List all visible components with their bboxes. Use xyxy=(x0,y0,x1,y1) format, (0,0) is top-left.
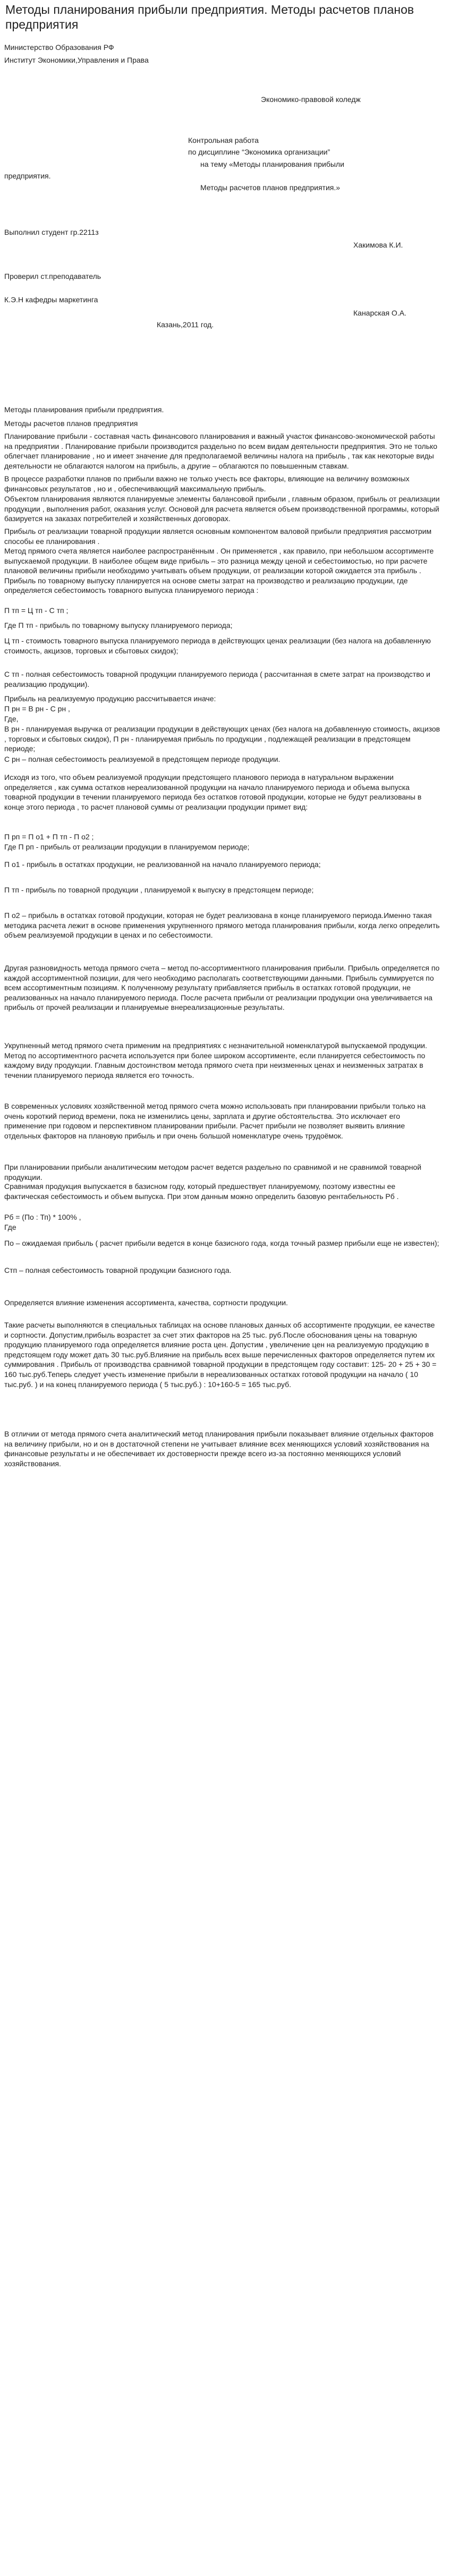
paragraph: В рн - планируемая выручка от реализации продукции в действующих ценах (без налога на добавленную стоимость, акцизов , торговых и сбытовых скидок), П рн - планируемая прибыль по продукции , подлежащей реализации в предстоящем периоде; xyxy=(4,725,440,753)
paragraph: Где, xyxy=(4,715,19,723)
topic-line-1: на тему «Методы планирования прибыли xyxy=(200,160,344,168)
city-year-line: Казань,2011 год. xyxy=(157,320,214,329)
discipline-line: по дисциплине “Экономика организации” xyxy=(188,148,330,156)
formula: П рн = В рн - С рн , xyxy=(4,704,70,713)
ministry-line: Министерство Образования РФ xyxy=(4,43,114,52)
section-heading-1: Методы планирования прибыли предприятия. xyxy=(4,405,164,414)
formula: П тп = Ц тп - С тп ; xyxy=(4,606,69,615)
section-heading-2: Методы расчетов планов предприятия xyxy=(4,419,138,428)
paragraph: В отличии от метода прямого счета аналитический метод планирования прибыли показывает влияние отдельных факторов на величину прибыли, но и он в достаточной степени не учитывает влияние всех меняющихся условий хозяйствования на финансовые результаты и не обеспечивает их достоверности прежде всего из-за постоянно меняющихся условий хозяйствования. xyxy=(4,1430,434,1468)
paragraph: В современных условиях хозяйственной метод прямого счета можно использовать при планировании прибыли только на очень короткий период времени, пока не изменились цены, зарплата и другие обстоятельства. Это исключает его применение при годовом и перспективном планировании прибыли. Расчет прибыли не позволяет выявить влияние отдельных факторов на плановую прибыль и при очень большой номенклатуре очень трудоёмок. xyxy=(4,1102,426,1140)
paragraph: При планировании прибыли аналитическим методом расчет ведется раздельно по сравнимой и не сравнимой товарной продукции. xyxy=(4,1163,422,1181)
paragraph: Прибыль на реализуемую продукцию рассчитывается иначе: xyxy=(4,694,216,703)
topic-line-2: предприятия. xyxy=(4,172,51,180)
paragraph: Сравнимая продукция выпускается в базисном году, который предшествует планируемому, поэтому известны ее фактическая себестоимость и объем выпуска. При этом данным можно определить базовую рентабельность Рб . xyxy=(4,1182,399,1201)
paragraph: П о1 - прибыль в остатках продукции, не реализованной на начало планируемого периода; xyxy=(4,860,321,869)
paragraph: Объектом планирования являются планируемые элементы балансовой прибыли , главным образом, прибыль от реализации продукции , выполнения работ, оказания услуг. Основой для расчета является объем производственной программы, который базируется на заказах потребителей и хозяйственных договорах. xyxy=(4,495,440,523)
document-title: Методы планирования прибыли предприятия. Методы расчетов планов предприятия xyxy=(5,3,414,31)
paragraph: Такие расчеты выполняются в специальных таблицах на основе плановых данных об ассортименте продукции, ее качестве и сортности. Допустим,прибыль возрастет за счет этих факторов на 25 тыс. руб.После обоснования цены на товарную продукцию планируемого года определяется влияние роста цен. Допустим , увеличение цен на реализуемую продукцию в предстоящем году может дать 30 тыс.руб.Влияние на прибыль всех выше перечисленных факторов определяется путем их суммирования . Прибыль от производства сравнимой товарной продукции в предстоящем году составит: 125- 20 + 25 + 30 = 160 тыс.руб.Теперь следует учесть изменение прибыли в нереализованных остатках готовой продукции на начало ( 10 тыс.руб. ) и на конец планируемого периода ( 5 тыс.руб.) : 10+160-5 = 165 тыс.руб. xyxy=(4,1321,437,1389)
work-type-line: Контрольная работа xyxy=(188,136,259,144)
department-line: К.Э.Н кафедры маркетинга xyxy=(4,295,98,304)
paragraph: П о2 – прибыль в остатках готовой продукции, которая не будет реализована в конце планируемого периода.Именно такая методика расчета лежит в основе применения укрупненного прямого метода планирования прибыли, когда легко определить объем реализуемой продукции в ценах и по себестоимости. xyxy=(4,911,440,940)
institute-line: Институт Экономики,Управления и Права xyxy=(4,56,149,64)
paragraph: Метод прямого счета является наиболее распространённым . Он применяется , как правило, при небольшом ассортименте выпускаемой продукции. В наиболее общем виде прибыль – это разница между ценой и себестоимостью, но при расчете плановой величины прибыли необходимо учитывать объем продукции, от реализации которой ожидается эта прибыль . Прибыль по товарному выпуску планируется на основе сметы затрат на производство и реализацию продукции, где определяется себестоимость товарного выпуска планируемого периода : xyxy=(4,547,434,595)
paragraph: В процессе разработки планов по прибыли важно не только учесть все факторы, влияющие на величину возможных финансовых результатов , но и , обеспечивающий максимальную прибыль. xyxy=(4,474,410,493)
college-line: Экономико-правовой коледж xyxy=(261,95,361,104)
paragraph: По – ожидаемая прибыль ( расчет прибыли ведется в конце базисного года, когда точный размер прибыли еще не известен); xyxy=(4,1239,439,1247)
checked-by-line: Проверил ст.преподаватель xyxy=(4,272,101,280)
paragraph: Прибыль от реализации товарной продукции является основным компонентом валовой прибыли предприятия рассмотрим способы ее планирования . xyxy=(4,527,432,546)
teacher-name: Канарская О.А. xyxy=(353,309,406,317)
paragraph: П тп - прибыль по товарной продукции , планируемой к выпуску в предстоящем периоде; xyxy=(4,886,314,894)
paragraph: Ц тп - стоимость товарного выпуска планируемого периода в действующих ценах реализации (без налога на добавленную стоимость, акцизов, торговых и сбытовых скидок); xyxy=(4,636,431,655)
paragraph: Где П рп - прибыль от реализации продукции в планируемом периоде; xyxy=(4,843,250,851)
paragraph: Определяется влияние изменения ассортимента, качества, сортности продукции. xyxy=(4,1298,288,1307)
topic-line-3: Методы расчетов планов предприятия.» xyxy=(200,183,341,192)
paragraph: С тп - полная себестоимость товарной продукции планируемого периода ( рассчитанная в смете затрат на производство и реализацию продукции). xyxy=(4,670,430,688)
student-name: Хакимова К.И. xyxy=(353,241,403,249)
paragraph: Укрупненный метод прямого счета применим на предприятиях с незначительной номенклатурой выпускаемой продукции. Метод по ассортиментного расчета используется при более широком ассортименте, если планируется себестоимость по каждому виду продукции. Главным достоинством метода прямого счета при неизменных ценах и неизменных затратах в течении планируемого периода является его точность. xyxy=(4,1041,427,1079)
performed-by-line: Выполнил студент гр.2211з xyxy=(4,228,99,236)
paragraph: Стп – полная себестоимость товарной продукции базисного года. xyxy=(4,1266,232,1274)
formula: П рп = П о1 + П тп - П о2 ; xyxy=(4,832,94,841)
paragraph: Где П тп - прибыль по товарному выпуску планируемого периода; xyxy=(4,621,233,630)
paragraph: Планирование прибыли - составная часть финансового планирования и важный участок финансово-экономической работы на предприятии . Планирование прибыли производится раздельно по всем видам деятельности предприятия. Это не только облегчает планирование , но и имеет значение для предполагаемой величины налога на прибыль , так как некоторые виды деятельности не облагаются налогом на прибыль, а другие – облагаются по повышенным ставкам. xyxy=(4,432,438,470)
paragraph: С рн – полная себестоимость реализуемой в предстоящем периоде продукции. xyxy=(4,755,281,763)
paragraph: Другая разновидность метода прямого счета – метод по-ассортиментного планирования прибыли. Прибыль определяется по каждой ассортиментной позиции, для чего необходимо располагать соответствующими данными. Прибыль суммируется по всем ассортиментным позициям. К полученному результату прибавляется прибыль в остатках готовой продукции, не реализованных на начало планируемого периода. После расчета прибыли от реализации продукции она увеличивается на прибыль от прочей реализации и планируемые внереализационные результаты. xyxy=(4,964,440,1012)
formula: Рб = (По : Тп) * 100% , xyxy=(4,1213,81,1221)
paragraph: Где xyxy=(4,1223,16,1231)
paragraph: Исходя из того, что объем реализуемой продукции предстоящего планового периода в натуральном выражении определяется , как сумма остатков нереализованной продукции на начало планируемого периода и объема выпуска товарной продукции в течении планируемого периода без остатков готовой продукции, которые не будут реализованы в конце этого периода , то расчет плановой суммы от реализации продукции примет вид: xyxy=(4,773,422,811)
